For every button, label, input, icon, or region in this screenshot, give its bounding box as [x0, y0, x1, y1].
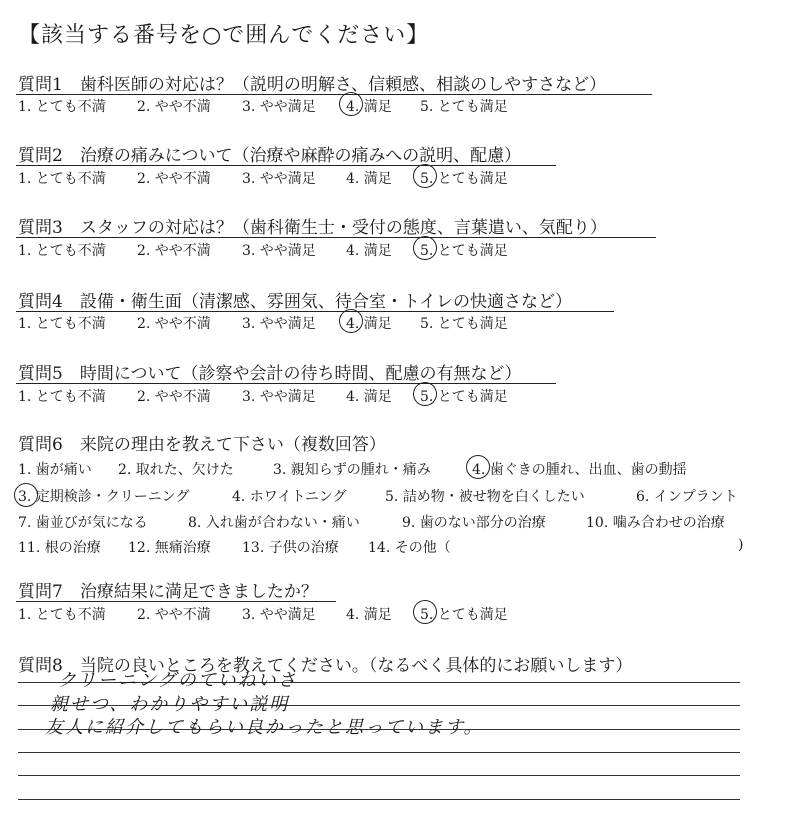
question-underline: [16, 383, 556, 384]
question-title: 質問3 スタッフの対応は？（歯科衛生士・受付の態度、言葉遣い、気配り）: [18, 218, 607, 238]
answer-option[interactable]: 4. 満足: [346, 171, 392, 187]
answer-option[interactable]: 4. ホワイトニング: [232, 489, 347, 505]
answer-ruled-line: [18, 752, 740, 753]
answer-option[interactable]: 2. やや不満: [137, 171, 211, 187]
question-underline: [16, 601, 336, 602]
answer-option[interactable]: 2. やや不満: [137, 607, 211, 623]
answer-option[interactable]: 1. とても不満: [18, 243, 106, 259]
answer-option[interactable]: 4. 満足: [346, 607, 392, 623]
question-title: 質問8 当院の良いところを教えてください。（なるべく具体的にお願いします）: [18, 656, 633, 676]
answer-option[interactable]: 12. 無痛治療: [128, 540, 211, 556]
answer-option[interactable]: 4. 満足: [346, 99, 392, 115]
answer-option[interactable]: 5. とても満足: [420, 607, 508, 623]
question-title: 質問5 時間について（診察や会計の待ち時間、配慮の有無など）: [18, 364, 522, 384]
answer-option[interactable]: 3. やや満足: [242, 389, 316, 405]
answer-option[interactable]: 5. とても満足: [420, 171, 508, 187]
question-underline: [16, 165, 556, 166]
answer-option[interactable]: 2. やや不満: [137, 243, 211, 259]
question-title: 質問4 設備・衛生面（清潔感、雰囲気、待合室・トイレの快適さなど）: [18, 292, 572, 312]
answer-option[interactable]: 7. 歯並びが気になる: [18, 515, 148, 531]
answer-option[interactable]: 3. やや満足: [242, 607, 316, 623]
handwritten-answer: 友人に紹介してもらい良かったと思っています。: [45, 717, 484, 738]
question-title: 質問6 来院の理由を教えて下さい（複数回答）: [18, 435, 386, 455]
answer-option[interactable]: 6. インプラント: [636, 489, 738, 505]
answer-option[interactable]: 5. とても満足: [420, 99, 508, 115]
question-title: 質問2 治療の痛みについて（治療や麻酔の痛みへの説明、配慮）: [18, 146, 522, 166]
answer-ruled-line: [18, 799, 740, 800]
answer-option[interactable]: 3. やや満足: [242, 99, 316, 115]
answer-option[interactable]: 3. やや満足: [242, 171, 316, 187]
answer-option[interactable]: 5. 詰め物・被せ物を白くしたい: [385, 489, 585, 505]
answer-option[interactable]: 3. 親知らずの腫れ・痛み: [273, 462, 431, 478]
answer-option[interactable]: 4. 満足: [346, 389, 392, 405]
answer-option[interactable]: 10. 噛み合わせの治療: [586, 515, 725, 531]
answer-option[interactable]: 5. とても満足: [420, 316, 508, 332]
answer-option[interactable]: 1. とても不満: [18, 607, 106, 623]
answer-option[interactable]: 4. 満足: [346, 243, 392, 259]
answer-option[interactable]: 1. 歯が痛い: [18, 462, 92, 478]
handwritten-answer: クリーニングのていねいさ: [58, 670, 298, 691]
answer-option[interactable]: 14. その他（: [368, 540, 451, 556]
selected-circle: [466, 455, 490, 479]
answer-ruled-line: [18, 775, 740, 776]
question-title: 質問7 治療結果に満足できましたか？: [18, 582, 318, 602]
answer-option[interactable]: ): [738, 537, 744, 553]
question-underline: [16, 94, 652, 95]
answer-option[interactable]: 2. やや不満: [137, 316, 211, 332]
selected-circle: [14, 483, 38, 507]
answer-option[interactable]: 1. とても不満: [18, 99, 106, 115]
answer-option[interactable]: 4. 満足: [346, 316, 392, 332]
answer-option[interactable]: 11. 根の治療: [18, 540, 101, 556]
question-title: 質問1 歯科医師の対応は？（説明の明解さ、信頼感、相談のしやすさなど）: [18, 75, 607, 95]
answer-option[interactable]: 1. とても不満: [18, 316, 106, 332]
answer-option[interactable]: 2. 取れた、欠けた: [118, 462, 234, 478]
answer-option[interactable]: 9. 歯のない部分の治療: [402, 515, 546, 531]
answer-option[interactable]: 3. やや満足: [242, 243, 316, 259]
question-underline: [16, 237, 656, 238]
answer-option[interactable]: 2. やや不満: [137, 389, 211, 405]
answer-option[interactable]: 1. とても不満: [18, 389, 106, 405]
answer-option[interactable]: 2. やや不満: [137, 99, 211, 115]
answer-option[interactable]: 8. 入れ歯が合わない・痛い: [188, 515, 360, 531]
answer-option[interactable]: 4. 歯ぐきの腫れ、出血、歯の動揺: [472, 462, 687, 478]
answer-option[interactable]: 3. 定期検診・クリーニング: [18, 489, 190, 505]
question-underline: [16, 311, 614, 312]
answer-option[interactable]: 3. やや満足: [242, 316, 316, 332]
handwritten-answer: 親せつ、わかりやすい説明: [50, 694, 290, 715]
answer-option[interactable]: 5. とても満足: [420, 389, 508, 405]
answer-option[interactable]: 13. 子供の治療: [242, 540, 339, 556]
answer-option[interactable]: 5. とても満足: [420, 243, 508, 259]
page-title: 【該当する番号を○で囲んでください】: [18, 23, 430, 48]
answer-option[interactable]: 1. とても不満: [18, 171, 106, 187]
